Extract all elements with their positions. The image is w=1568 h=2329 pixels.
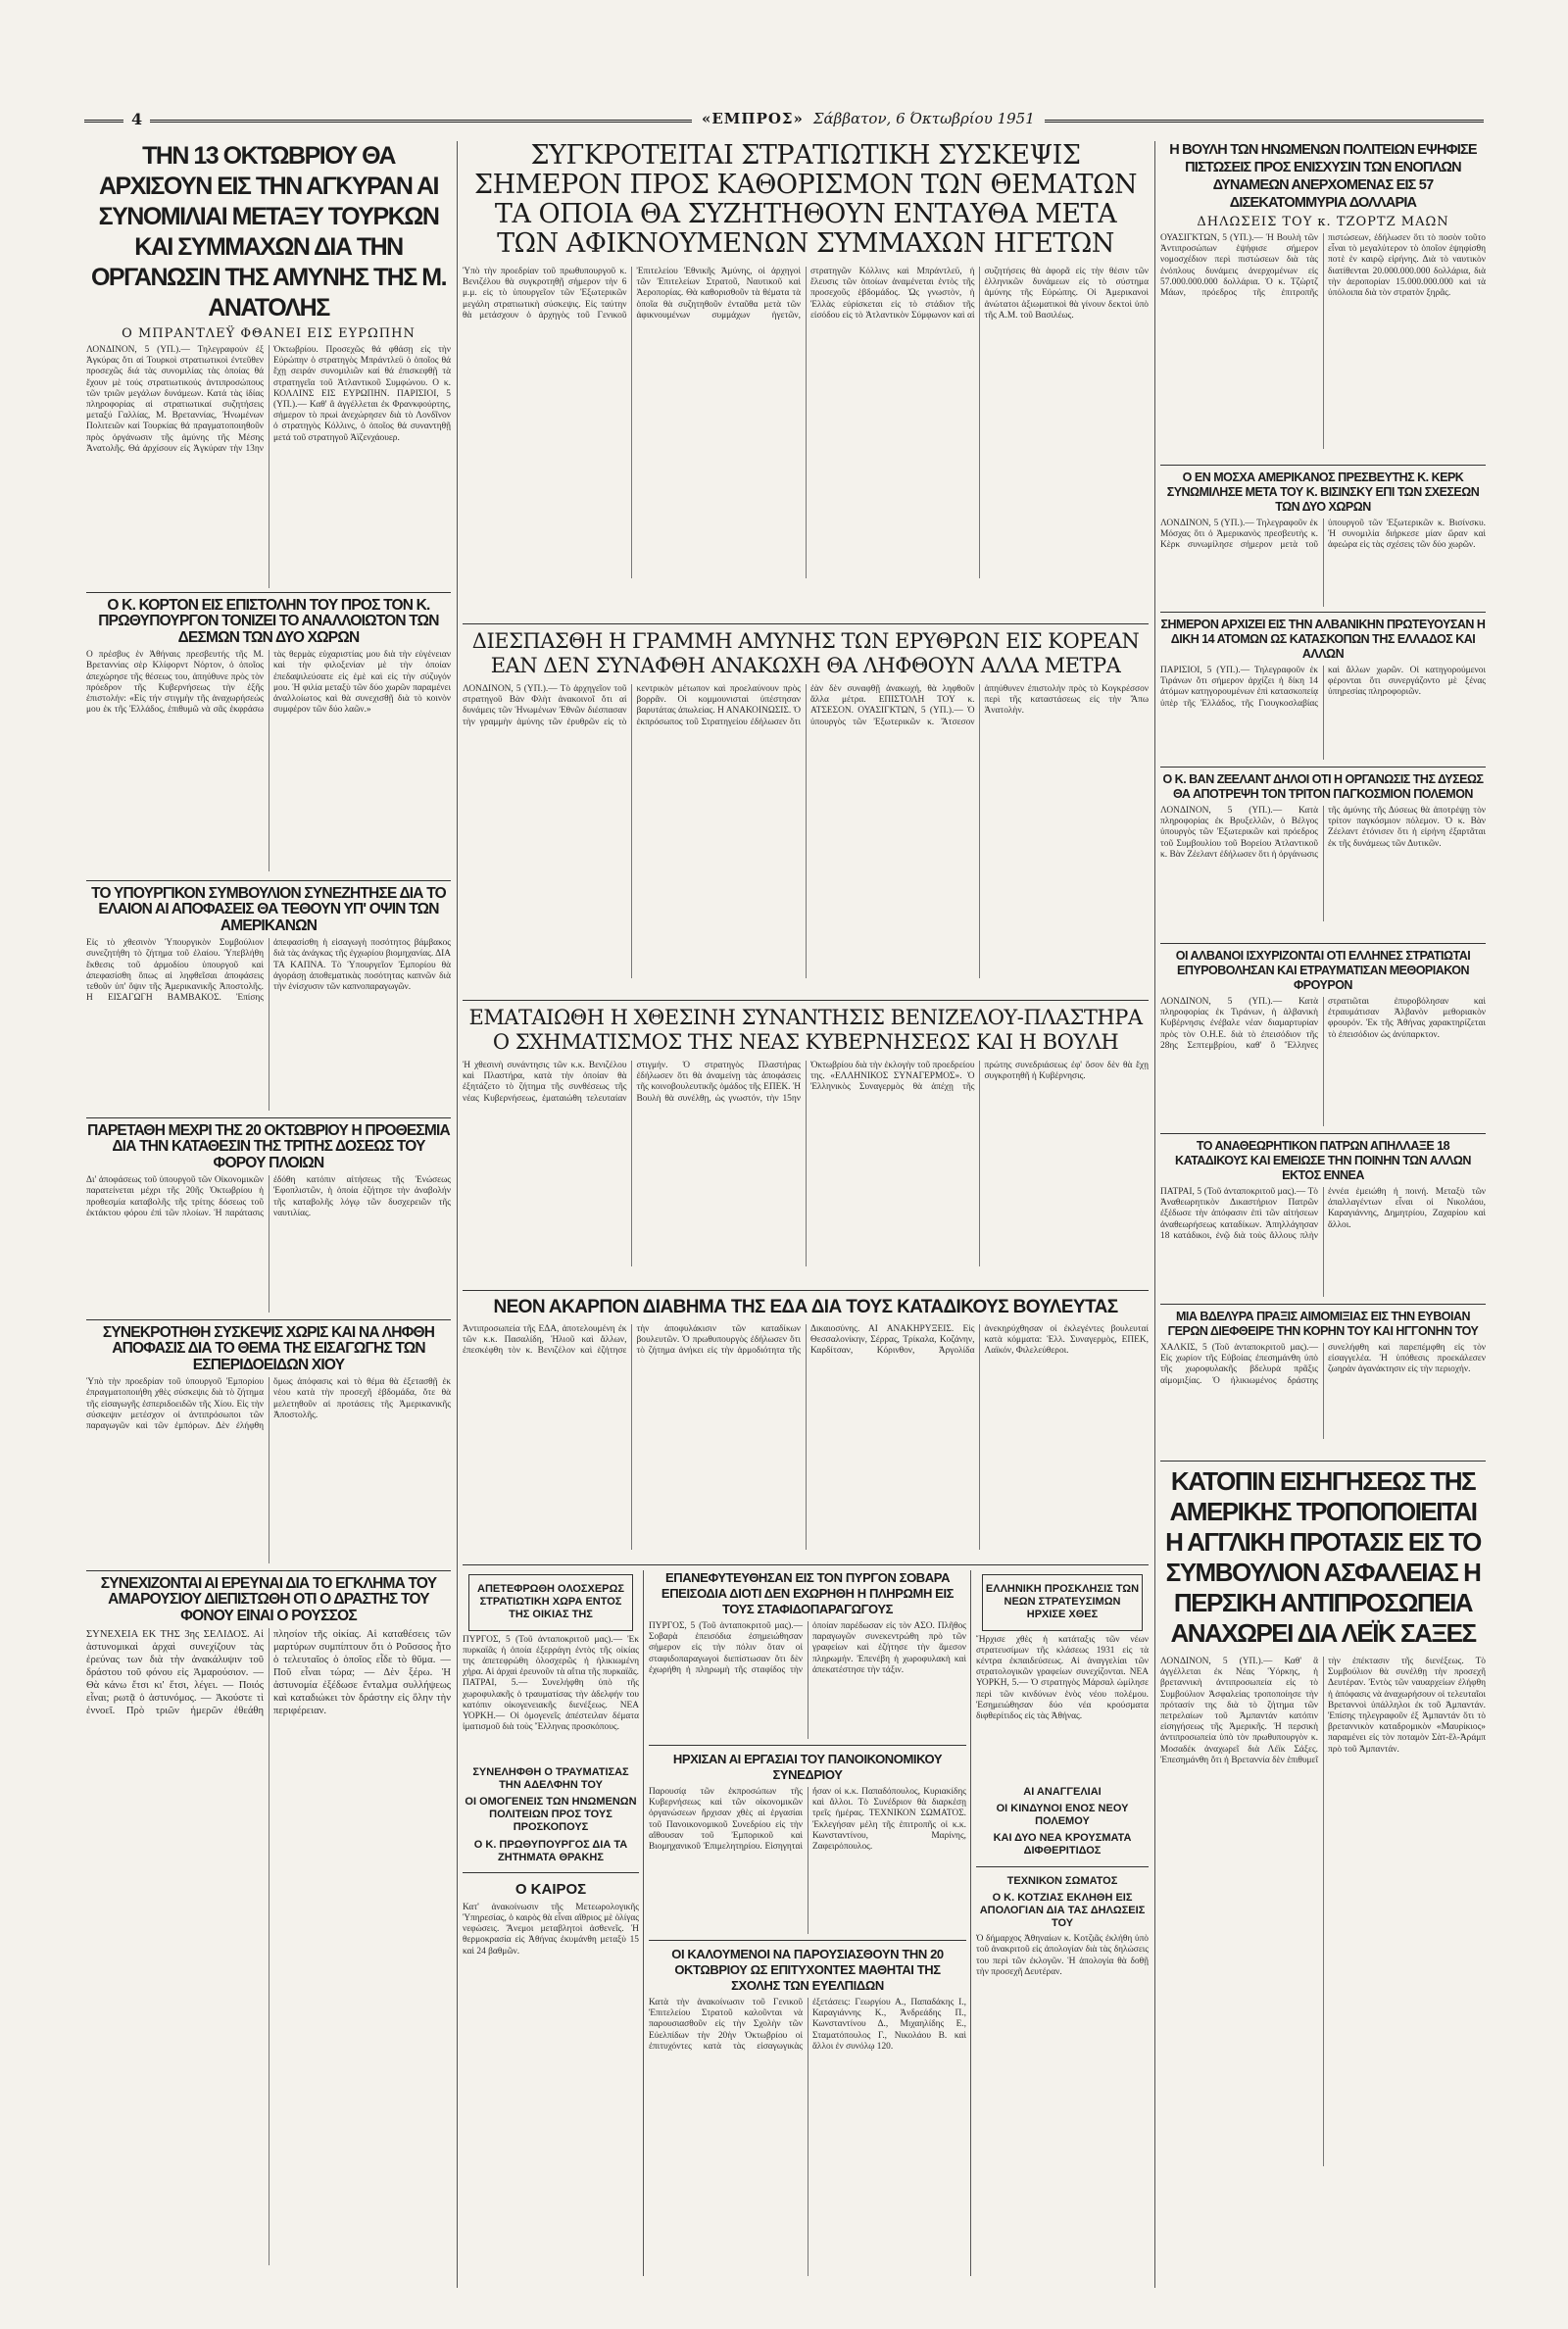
subheadline: Ο Κ. ΠΡΩΘΥΠΟΥΡΓΟΣ ΔΙΑ ΤΑ ΖΗΤΗΜΑΤΑ ΘΡΑΚΗΣ <box>473 1838 628 1863</box>
article-body: Ἀντιπροσωπεία τῆς ΕΔΑ, ἀποτελουμένη ἐκ τῶν κ.κ. Πασαλίδη, Ἠλιοῦ καὶ ἄλλων, ἐπεσκέφθη τὸν κ. Βενιζέλον καὶ ἐζήτησε τὴν ἀποφυλάκισιν τῶν καταδίκων βουλευτῶν. Ὁ πρωθυπουργὸς ἐδήλωσεν ὅτι τὸ ζήτημα ἀνήκει εἰς τὴν ἁρμοδιότητα τῆς Δικαιοσύνης. ΑΙ ΑΝΑΚΗΡΥΞΕΙΣ. Εἰς Θεσσαλονίκην, Σέρρας, Τρίκαλα, Κοζάνην, Καρδίτσαν, Κόρινθον, Ἀργολίδα ἀνεκηρύχθησαν οἱ ἐκλεγέντες βουλευταί κατὰ κόμματα: Ἑλλ. Συναγερμὸς, ΕΠΕΚ, Λαϊκόν, Φιλελεύθεροι. <box>463 1324 1149 1357</box>
headline: ΤΟ ΥΠΟΥΡΓΙΚΟΝ ΣΥΜΒΟΥΛΙΟΝ ΣΥΝΕΖΗΤΗΣΕ ΔΙΑ ΤΟ ΕΛΑΙΟΝ ΑΙ ΑΠΟΦΑΣΕΙΣ ΘΑ ΤΕΘΟΥΝ ΥΠ' ΟΨΙΝ ΤΩΝ ΑΜΕΡΙΚΑΝΩΝ <box>91 886 446 934</box>
article-body: Ὑπὸ τὴν προεδρίαν τοῦ πρωθυπουργοῦ κ. Βενιζέλου θὰ συγκροτηθῇ σήμερον τὴν 6 μ.μ. εἰς τὸ ὑπουργεῖον τῶν Ἐξωτερικῶν μεγάλη στρατιωτικὴ σύσκεψις. Εἰς ταύτην θὰ μετάσχουν ὁ ἀρχηγὸς τοῦ Γενικοῦ Ἐπιτελείου Ἐθνικῆς Ἀμύνης, οἱ ἀρχηγοὶ τῶν Ἐπιτελείων Στρατοῦ, Ναυτικοῦ καὶ Ἀεροπορίας. Θὰ καθορισθοῦν τὰ θέματα τὰ ὁποῖα θὰ συζητηθοῦν ἐνταῦθα μετὰ τῶν ἀφικνουμένων συμμάχων ἡγετῶν, στρατηγῶν Κόλλινς καὶ Μπράντλεϋ, ἡ ἔλευσις τῶν ὁποίων ἀναμένεται ἐντὸς τῆς προσεχοῦς ἑβδομάδος. Ὡς γνωστὸν, ἡ Ἑλλὰς εὑρίσκεται εἰς τὸ στάδιον τῆς εἰσόδου εἰς τὸ Ἀτλαντικὸν Σύμφωνον καὶ αἱ συζητήσεις θὰ ἀφορᾶ εἰς τὴν θέσιν τῶν ἑλληνικῶν δυνάμεων εἰς τὸ σύστημα ἀμύνης τῆς Εὐρώπης. Οἱ Ἀμερικανοὶ ἀνώτατοι ἀξιωματικοὶ θὰ γίνουν δεκτοὶ ὑπὸ τῆς Α.Μ. τοῦ Βασιλέως. <box>463 267 1149 321</box>
headline-box <box>468 1574 633 1631</box>
headline: Ο Κ. ΒΑΝ ΖΕΕΛΑΝΤ ΔΗΛΟΙ ΟΤΙ Η ΟΡΓΑΝΩΣΙΣ ΤΗΣ ΔΥΣΕΩΣ ΘΑ ΑΠΟΤΡΕΨΗ ΤΟΝ ΤΡΙΤΟΝ ΠΑΓΚΟΣΜΙΟΝ ΠΟΛΕΜΟΝ <box>1162 772 1484 801</box>
divider <box>976 1866 1149 1867</box>
masthead-center <box>692 110 1045 127</box>
paper-name: «ΕΜΠΡΟΣ» <box>702 110 804 127</box>
article-body: ΛΟΝΔΙΝΟΝ, 5 (ΥΠ.).— Καθ' ἃ ἀγγέλλεται ἐκ Νέας Ὑόρκης, ἡ βρεταννικὴ ἀντιπροσωπεία εἰς τὸ Συμβούλιον Ἀσφαλείας τροποποίησε τὴν πρότασίν της διὰ τὸ ζήτημα τῶν πετρελαίων τοῦ Ἀμπαντάν κατόπιν εἰσηγήσεως τῆς Ἀμερικῆς. Ἡ περσικὴ ἀντιπροσωπεία ὑπὸ τὸν πρωθυπουργὸν κ. Μοσαδέκ ἀναχωρεῖ διὰ Λέϊκ Σάξες. Ἐπεσημάνθη ὅτι ἡ Βρεταννία δὲν ἐπιθυμεῖ τὴν ἐπέκτασιν τῆς διενέξεως. Τὸ Συμβούλιον θὰ συνέλθῃ τὴν προσεχῆ Δευτέραν. Ἐντὸς τῶν ναυαρχείων ἐλήφθη ἡ ἀπόφασις νὰ ἀναχωρήσουν οἱ τελευταῖοι Βρεταννοὶ ὑπάλληλοι ἐκ τοῦ Ἀμπαντάν. Ἐπίσης τηλεγραφοῦν ἐξ Ἀμπαντάν ὅτι τὸ βρεταννικὸν καταδρομικὸν «Μαυρίκιος» παραμένει εἰς τὸν ποταμὸν Σὰτ-ἒλ-Ἀράμπ πρὸ τοῦ Ἀμπαντάν. <box>1160 1657 1486 1765</box>
divider <box>86 880 451 881</box>
article-citrus-chios <box>86 1325 451 1566</box>
divider <box>1160 767 1486 768</box>
article-body: ΠΥΡΓΟΣ, 5 (Τοῦ ἀνταποκριτοῦ μας).— Σοβαρὰ ἐπεισόδια ἐσημειώθησαν σήμερον εἰς τὴν πόλιν ὅταν οἱ σταφιδοπαραγωγοὶ διεπίστωσαν ὅτι δὲν ἐχωρήθη ἡ πληρωμὴ τῆς σταφίδος τὴν ὁποίαν παρέδωσαν εἰς τὸν ΑΣΟ. Πλῆθος παραγωγῶν συνεκεντρώθη πρὸ τῶν γραφείων καὶ ἐζήτησε τὴν ἄμεσον πληρωμήν. Ἐπενέβη ἡ χωροφυλακὴ καὶ ἀπεκατέστησε τὴν τάξιν. <box>649 1621 966 1675</box>
article-venizelos-plastiras <box>463 1006 1149 1286</box>
headline: ΤΟ ΑΝΑΘΕΩΡΗΤΙΚΟΝ ΠΑΤΡΩΝ ΑΠΗΛΛΑΞΕ 18 ΚΑΤΑΔΙΚΟΥΣ ΚΑΙ ΕΜΕΙΩΣΕ ΤΗΝ ΠΟΙΝΗΝ ΤΩΝ ΑΛΛΩΝ ΕΚΤΟΣ ΕΝΝΕΑ <box>1175 1139 1471 1182</box>
divider <box>463 623 1149 624</box>
article-ankara-talks <box>86 141 451 588</box>
headline: Ο Κ. ΚΟΡΤΟΝ ΕΙΣ ΕΠΙΣΤΟΛΗΝ ΤΟΥ ΠΡΟΣ ΤΟΝ Κ. ΠΡΩΘΥΠΟΥΡΓΟΝ ΤΟΝΙΖΕΙ ΤΟ ΑΝΑΛΛΟΙΩΤΟΝ ΤΩΝ ΔΕΣΜΩΝ ΤΩΝ ΔΥΟ ΧΩΡΩΝ <box>98 598 439 646</box>
headline: ΕΠΑΝΕΦΥΤΕΥΘΗΣΑΝ ΕΙΣ ΤΟΝ ΠΥΡΓΟΝ ΣΟΒΑΡΑ ΕΠΕΙΣΟΔΙΑ ΔΙΟΤΙ ΔΕΝ ΕΧΩΡΗΘΗ Η ΠΛΗΡΩΜΗ ΕΙΣ ΤΟΥΣ ΣΤΑΦΙΔΟΠΑΡΑΓΩΓΟΥΣ <box>661 1570 955 1616</box>
article-body: Ο πρέσβυς ἐν Ἀθήναις πρεσβευτής τῆς Μ. Βρεταννίας σὲρ Κλίφορντ Νόρτον, ὁ ὁποῖος ἀπεχώρησε τῆς θέσεως του, ἀπηύθυνε πρὸς τὸν πρόεδρον τῆς Κυβερνήσεως τὴν ἑξῆς ἐπιστολήν: «Εἰς τήν στιγμὴν τῆς ἀναχωρήσεώς μου ἐκ τῆς Ἑλλάδος, ἐπιθυμῶ νὰ σᾶς ἐκφράσω τὰς θερμὰς εὐχαριστίας μου διὰ τὴν εὐγένειαν καὶ τὴν φιλοξενίαν μὲ τὴν ὁποίαν ἐπεδαψιλεύσατε εἰς ἐμὲ καὶ εἰς τὴν σύζυγόν μου. Ἡ φιλία μεταξὺ τῶν δύο χωρῶν παραμένει ἀναλλοίωτος καὶ θὰ συνεχισθῇ διὰ τὸ κοινὸν συμφέρον τῶν δύο λαῶν.» <box>86 650 451 716</box>
column-rule <box>970 1570 971 2276</box>
article-security-council <box>1160 1466 1486 2280</box>
headline: ΟΙ ΑΛΒΑΝΟΙ ΙΣΧΥΡΙΖΟΝΤΑΙ ΟΤΙ ΕΛΛΗΝΕΣ ΣΤΡΑΤΙΩΤΑΙ ΕΠΥΡΟΒΟΛΗΣΑΝ ΚΑΙ ΕΤΡΑΥΜΑΤΙΣΑΝ ΜΕΘΟΡΙΑΚΟΝ ΦΡΟΥΡΟΝ <box>1175 949 1471 992</box>
headline <box>86 141 451 323</box>
article-body: ΣΥΝΕΧΕΙΑ ΕΚ ΤΗΣ 3ης ΣΕΛΙΔΟΣ. Αἱ ἀστυνομικαὶ ἀρχαὶ συνεχίζουν τὰς ἐρεύνας των διὰ τὴν ἀνακάλυψιν τοῦ δράστου τοῦ φόνου εἰς Ἀμαρούσιον. — Θὰ κάνω ἔτσι κι' ἔτσι, λέγει. — Ποιός εἶναι; ρωτᾷ ὁ ἀστυνόμος. — Ἀκούστε τὶ ἐννοεῖ. Πρὸ τριῶν ἡμερῶν ἐθεάθη πλησίον τῆς οἰκίας. Αἱ καταθέσεις τῶν μαρτύρων συμπίπτουν ὅτι ὁ Ροῦσσος ἦτο ὁ τελευταῖος ὁ ὁποῖος εἶδε τὸ θῦμα. — Ποῦ εἶναι τώρα; — Δὲν ξέρω. Ἡ ἀστυνομία ἐξέδωσε ἔνταλμα συλλήψεως καὶ καταδιώκει τὸν δράστην εἰς ὅλην τὴν περιφέρειαν. <box>86 1629 451 1717</box>
article-albania-trial <box>1160 618 1486 763</box>
article-body: Ὑπὸ τὴν προεδρίαν τοῦ ὑπουργοῦ Ἐμπορίου ἐπραγματοποιήθη χθὲς σύσκεψις διὰ τὸ ζήτημα τῆς εἰσαγωγῆς ἐσπεριδοειδῶν τῆς Χίου. Εἰς τὴν σύσκεψιν μετέσχον οἱ ἀντιπρόσωποι τῶν παραγωγῶν καὶ τῶν ἐμπόρων. Δὲν ἐλήφθη ὅμως ἀπόφασις καὶ τὸ θέμα θὰ ἐξετασθῇ ἐκ νέου κατὰ τὴν προσεχῆ ἑβδομάδα, ὅτε θὰ μελετηθοῦν αἱ προτάσεις τῆς Ἀμερικανικῆς Ἀποστολῆς. <box>86 1377 451 1432</box>
subheadline: ΟΙ ΚΙΝΔΥΝΟΙ ΕΝΟΣ ΝΕΟΥ ΠΟΛΕΜΟΥ <box>996 1802 1129 1827</box>
divider <box>649 1745 966 1746</box>
divider <box>1160 612 1486 613</box>
divider <box>463 1564 1149 1565</box>
headline: ΤΕΧΝΙΚΟΝ ΣΩΜΑΤΟΣ <box>1006 1874 1118 1887</box>
headline: ΣΥΝΕΚΡΟΤΗΘΗ ΣΥΣΚΕΨΙΣ ΧΩΡΙΣ ΚΑΙ ΝΑ ΛΗΦΘΗ ΑΠΟΦΑΣΙΣ ΔΙΑ ΤΟ ΘΕΜΑ ΤΗΣ ΕΙΣΑΓΩΓΗΣ ΤΩΝ ΕΣΠΕΡΙΔΟΕΙΔΩΝ ΧΙΟΥ <box>102 1325 435 1373</box>
article-korea <box>463 629 1149 996</box>
article-pyrgos-fire <box>463 1570 639 2276</box>
page-number: 4 <box>123 110 150 128</box>
headline: ΣΥΝΕΧΙΖΟΝΤΑΙ ΑΙ ΕΡΕΥΝΑΙ ΔΙΑ ΤΟ ΕΓΚΛΗΜΑ ΤΟΥ ΑΜΑΡΟΥΣΙΟΥ ΔΙΕΠΙΣΤΩΘΗ ΟΤΙ Ο ΔΡΑΣΤΗΣ ΤΟΥ ΦΟΝΟΥ ΕΙΝΑΙ Ο ΡΟΥΣΣΟΣ <box>100 1576 437 1624</box>
article-body: ΛΟΝΔΙΝΟΝ, 5 (ΥΠ.).— Τὸ ἀρχηγεῖον τοῦ στρατηγοῦ Βὰν Φλὴτ ἀνακοινοῖ ὅτι αἱ δυνάμεις τῶν Ἡνωμένων Ἐθνῶν διέσπασαν τὴν γραμμὴν ἀμύνης τῶν ἐρυθρῶν εἰς τὸ κεντρικὸν μέτωπον καὶ προελαύνουν πρὸς βορρᾶν. Οἱ κομμουνισταὶ ὑπέστησαν βαρυτάτας ἀπωλείας. Η ΑΝΑΚΟΙΝΩΣΙΣ. Ὁ ἐκπρόσωπος τοῦ Στρατηγείου ἐδήλωσεν ὅτι ἐὰν δὲν συναφθῇ ἀνακωχή, θὰ ληφθοῦν ἄλλα μέτρα. ΕΠΙΣΤΟΛΗ ΤΟΥ κ. ΑΤΣΕΣΟΝ. ΟΥΑΣΙΓΚΤΩΝ, 5 (ΥΠ.).— Ὁ ὑπουργὸς τῶν Ἐξωτερικῶν κ. Ἄτσεσον ἀπηύθυνεν ἐπιστολὴν πρὸς τὸ Κογκρέσσον περὶ τῆς καταστάσεως εἰς τὴν Ἄπω Ἀνατολὴν. <box>463 684 1149 727</box>
divider <box>1160 465 1486 466</box>
subheadline: ΣΥΝΕΛΗΦΘΗ Ο ΤΡΑΥΜΑΤΙΣΑΣ ΤΗΝ ΑΔΕΛΦΗΝ ΤΟΥ <box>472 1765 629 1791</box>
subheadline: Ο Κ. ΚΟΤΖΙΑΣ ΕΚΛΗΘΗ ΕΙΣ ΑΠΟΛΟΓΙΑΝ ΔΙΑ ΤΑΣ ΔΗΛΩΣΕΙΣ ΤΟΥ <box>979 1891 1146 1930</box>
headline-text: ΤΗΝ 13 ΟΚΤΩΒΡΙΟΥ ΘΑ ΑΡΧΙΣΟΥΝ ΕΙΣ ΤΗΝ ΑΓΚΥΡΑΝ ΑΙ ΣΥΝΟΜΙΛΙΑΙ ΜΕΤΑΞΥ ΤΟΥΡΚΩΝ ΚΑΙ ΣΥΜΜΑΧΩΝ ΔΙΑ ΤΗΝ ΟΡΓΑΝΩΣΙΝ ΤΗΣ ΑΜΥΝΗΣ ΤΗΣ Μ. ΑΝΑΤΟΛΗΣ <box>90 142 447 322</box>
headline: ΜΙΑ ΒΔΕΛΥΡΑ ΠΡΑΞΙΣ ΑΙΜΟΜΙΞΙΑΣ ΕΙΣ ΤΗΝ ΕΥΒΟΙΑΝ ΓΕΡΩΝ ΔΙΕΦΘΕΙΡΕ ΤΗΝ ΚΟΡΗΝ ΤΟΥ ΚΑΙ ΗΓΓΟΝΗΝ ΤΟΥ <box>1167 1310 1479 1338</box>
divider <box>1160 1304 1486 1305</box>
subheadline: ΚΑΙ ΔΥΟ ΝΕΑ ΚΡΟΥΣΜΑΤΑ ΔΙΦΘΕΡΙΤΙΔΟΣ <box>993 1832 1132 1858</box>
issue-date: Σάββατον, 6 Όκτωβρίου 1951 <box>812 110 1035 127</box>
divider <box>1160 943 1486 944</box>
article-kirk-vyshinsky <box>1160 471 1486 608</box>
article-body: ΛΟΝΔΙΝΟΝ, 5 (ΥΠ.).— Κατὰ πληροφορίας ἐκ Τιράνων, ἡ ἀλβανικὴ Κυβέρνησις ἐνέβαλε νέαν διαμαρτυρίαν πρὸς τὸν Ο.Η.Ε. διὰ τὸ ἐπεισόδιον τῆς 28ης Σεπτεμβρίου, καθ' ὃ Ἕλληνες στρατιῶται ἐπυροβόλησαν καὶ ἐτραυμάτισαν Ἀλβανὸν μεθοριακὸν φρουρόν. Ἐκ τῆς Ἀθήνας χαρακτηρίζεται τὸ ἐπεισόδιον ὡς ἀνύπαρκτον. <box>1160 997 1486 1051</box>
headline: ΕΛΛΗΝΙΚΗ ΠΡΟΣΚΛΗΣΙΣ ΤΩΝ ΝΕΩΝ ΣΤΡΑΤΕΥΣΙΜΩΝ ΗΡΧΙΣΕ ΧΘΕΣ <box>985 1583 1140 1621</box>
headline: ΑΠΕΤΕΦΡΩΘΗ ΟΛΟΣΧΕΡΩΣ ΣΤΡΑΤΙΩΤΙΚΗ ΧΩΡΑ ΕΝΤΟΣ ΤΗΣ ΟΙΚΙΑΣ ΤΗΣ <box>477 1583 624 1621</box>
article-van-zeeland <box>1160 772 1486 939</box>
divider <box>86 1319 451 1320</box>
article-body: ΠΥΡΓΟΣ, 5 (Τοῦ ἀνταποκριτοῦ μας).— Ἐκ πυρκαϊᾶς ἡ ὁποία ἐξερράγη ἐντὸς τῆς οἰκίας της ἀπετεφρώθη ὁλοσχερῶς ἡ ἡλικιωμένη χήρα. Αἱ ἀρχαὶ ἐρευνοῦν τὰ αἴτια τῆς πυρκαϊᾶς. ΠΑΤΡΑΙ, 5.— Συνελήφθη ὑπὸ τῆς χωροφυλακῆς ὁ τραυματίσας τὴν ἀδελφήν του κατόπιν οἰκογενειακῆς διενέξεως. ΝΕΑ ΥΟΡΚΗ.— Οἱ ὁμογενεῖς ἀπέστειλαν δέματα ἱματισμοῦ διὰ τοὺς Ἕλληνας προσκόπους. <box>463 1634 639 1733</box>
article-ship-tax <box>86 1123 451 1315</box>
divider <box>86 1117 451 1118</box>
article-body: ΛΟΝΔΙΝΟΝ, 5 (ΥΠ.).— Κατὰ πληροφορίας ἐκ Βρυξελλῶν, ὁ Βέλγος ὑπουργὸς τῶν Ἐξωτερικῶν καὶ πρόεδρος τοῦ Συμβουλίου τοῦ Βορείου Ἀτλαντικοῦ κ. Βὰν Ζέελαντ ἐδήλωσεν ὅτι ἡ ὀργάνωσις τῆς ἀμύνης τῆς Δύσεως θὰ ἀποτρέψῃ τὸν τρίτον παγκόσμιον πόλεμον. Ὁ κ. Βὰν Ζέελαντ ἐτόνισεν ὅτι ἡ εἰρήνη ἐξαρτᾶται ἐκ τῆς δυνάμεως τῶν Δυτικῶν. <box>1160 806 1486 860</box>
column-rule <box>457 141 458 2288</box>
headline: ΚΑΤΟΠΙΝ ΕΙΣΗΓΗΣΕΩΣ ΤΗΣ ΑΜΕΡΙΚΗΣ ΤΡΟΠΟΠΟΙΕΙΤΑΙ Η ΑΓΓΛΙΚΗ ΠΡΟΤΑΣΙΣ ΕΙΣ ΤΟ ΣΥΜΒΟΥΛΙΟΝ ΑΣΦΑΛΕΙΑΣ Η ΠΕΡΣΙΚΗ ΑΝΤΙΠΡΟΣΩΠΕΙΑ ΑΝΑΧΩΡΕΙ ΔΙΑ ΛΕΪΚ ΣΑΞΕΣ <box>1165 1466 1481 1648</box>
divider <box>1160 1133 1486 1134</box>
article-body: ΧΑΛΚΙΣ, 5 (Τοῦ ἀνταποκριτοῦ μας).— Εἰς χωρίον τῆς Εὐβοίας ἐπεσημάνθη ὑπὸ τῆς χωροφυλακῆς βδελυρὰ πρᾶξις αἱμομιξίας. Ὁ ἡλικιωμένος δράστης συνελήφθη καὶ παρεπέμφθη εἰς τὸν εἰσαγγελέα. Ἡ ὑπόθεσις προεκάλεσεν ζωηρὰν ἀγανάκτησιν εἰς τὴν περιοχήν. <box>1160 1343 1486 1386</box>
subheadline: ΑΙ ΑΝΑΓΓΕΛΙΑΙ <box>1023 1785 1102 1798</box>
divider <box>1160 1461 1486 1462</box>
weather-body: Κατ' ἀνακοίνωσιν τῆς Μετεωρολογικῆς Ὑπηρεσίας, ὁ καιρὸς θὰ εἶναι αἴθριος μὲ ὀλίγας νεφώσεις. Ἄνεμοι μεταβλητοὶ ἀσθενεῖς. Ἡ θερμοκρασία εἰς Ἀθήνας ἐκυμάνθη μεταξὺ 15 καὶ 24 βαθμῶν. <box>463 1902 639 1957</box>
subhead: ΔΗΛΩΣΕΙΣ ΤΟΥ κ. ΤΖΟΡΤΖ ΜΑΩΝ <box>1197 215 1449 229</box>
article-conscripts <box>976 1570 1149 2276</box>
article-albanian-claims <box>1160 949 1486 1129</box>
headline: Η ΒΟΥΛΗ ΤΩΝ ΗΝΩΜΕΝΩΝ ΠΟΛΙΤΕΙΩΝ ΕΨΗΦΙΣΕ ΠΙΣΤΩΣΕΙΣ ΠΡΟΣ ΕΝΙΣΧΥΣΙΝ ΤΩΝ ΕΝΟΠΛΩΝ ΔΥΝΑΜΕΩΝ ΑΝΕΡΧΟΜΕΝΑΣ ΕΙΣ 57 ΔΙΣΕΚΑΤΟΜΜΥΡΙΑ ΔΟΛΛΑΡΙΑ <box>1169 142 1477 211</box>
article-body: Παρουσίᾳ τῶν ἐκπροσώπων τῆς Κυβερνήσεως καὶ τῶν οἰκονομικῶν ὀργανώσεων ἤρχισαν χθὲς αἱ ἐργασίαι τοῦ Πανοικονομικοῦ Συνεδρίου εἰς τὴν αἴθουσαν τοῦ Ἐμπορικοῦ καὶ Βιομηχανικοῦ Ἐπιμελητηρίου. Εἰσηγηταὶ ἦσαν οἱ κ.κ. Παπαδόπουλος, Κυριακίδης καὶ ἄλλοι. Τὸ Συνέδριον θὰ διαρκέσῃ τρεῖς ἡμέρας. ΤΕΧΝΙΚΟΝ ΣΩΜΑΤΟΣ. Ἐκλεγήσαν μέλη τῆς ἐπιτροπῆς οἱ κ.κ. Κωνσταντίνου, Μαρίνης, Ζαφειρόπουλος. <box>649 1787 966 1853</box>
article-body: Ἡ χθεσινὴ συνάντησις τῶν κ.κ. Βενιζέλου καὶ Πλαστήρα, κατὰ τὴν ὁποίαν θὰ ἐξητάζετο τὸ ζήτημα τῆς συνθέσεως τῆς νέας Κυβερνήσεως, ἐματαιώθη τελευταίαν στιγμήν. Ὁ στρατηγὸς Πλαστήρας ἐδήλωσεν ὅτι θὰ ἀναμείνῃ τὰς ἀποφάσεις τῆς κοινοβουλευτικῆς ὁμάδος τῆς ΕΠΕΚ. Ἡ Βουλὴ θὰ συνέλθῃ, ὡς γνωστόν, τὴν 15ην Ὀκτωβρίου διὰ τὴν ἐκλογὴν τοῦ προεδρείου της. «ΕΛΛΗΝΙΚΟΣ ΣΥΝΑΓΕΡΜΟΣ». Ὁ Ἑλληνικὸς Συναγερμὸς θὰ ἀπέχῃ τῆς πρώτης συνεδριάσεως ἐφ' ὅσον δὲν θὰ ἔχῃ συγκροτηθῆ ἡ Κυβέρνησις. <box>463 1061 1149 1104</box>
article-patras-review <box>1160 1139 1486 1300</box>
headline: ΗΡΧΙΣΑΝ ΑΙ ΕΡΓΑΣΙΑΙ ΤΟΥ ΠΑΝΟΙΚΟΝΟΜΙΚΟΥ ΣΥΝΕΔΡΙΟΥ <box>672 1752 943 1782</box>
article-eda-petition <box>463 1296 1149 1561</box>
article-body: Εἰς τὸ χθεσινὸν Ὑπουργικὸν Συμβούλιον συνεζητήθη τὸ ζήτημα τοῦ ἐλαίου. Ὑπεβλήθη ἔκθεσις τοῦ ἁρμοδίου ὑπουργοῦ καὶ ἀπεφασίσθη ὅπως αἱ ληφθεῖσαι ἀποφάσεις τεθοῦν ὑπ' ὄψιν τῆς Ἀμερικανικῆς Ἀποστολῆς. Η ΕΙΣΑΓΩΓΗ ΒΑΜΒΑΚΟΣ. Ἐπίσης ἀπεφασίσθη ἡ εἰσαγωγὴ ποσότητος βάμβακος διὰ τὰς ἀνάγκας τῆς ἐγχωρίου βιομηχανίας. ΔΙΑ ΤΑ ΚΑΠΝΑ. Τὸ Ὑπουργεῖον Ἐμπορίου θὰ ἀγοράσῃ ἀποθεματικὰς ποσότητας καπνῶν διὰ τὴν ἐνίσχυσιν τῶν καπνοπαραγωγῶν. <box>86 938 451 1004</box>
article-pyrgos-raisins <box>649 1570 966 2276</box>
subhead: Ο ΜΠΡΑΝΤΛΕΫ ΦΘΑΝΕΙ ΕΙΣ ΕΥΡΩΠΗΝ <box>122 326 416 341</box>
article-body: Δι' ἀποφάσεως τοῦ ὑπουργοῦ τῶν Οἰκονομικῶν παρατείνεται μέχρι τῆς 20ῆς Ὀκτωβρίου ἡ προθεσμία καταβολῆς τῆς τρίτης δόσεως τοῦ ἐκτάκτου φόρου ἐπὶ τῶν πλοίων. Ἡ παράτασις ἐδόθη κατόπιν αἰτήσεως τῆς Ἑνώσεως Ἐφοπλιστῶν, ἡ ὁποία ἐζήτησε τὴν ἀναβολήν τῆς καταβολῆς λόγῳ τῶν δυσχερειῶν τῆς ναυτιλίας. <box>86 1175 451 1218</box>
column-rule <box>643 1570 644 2276</box>
weather-headline: Ο ΚΑΙΡΟΣ <box>514 1880 587 1898</box>
article-body: ΛΟΝΔΙΝΟΝ, 5 (ΥΠ.).— Τηλεγραφούν ἐξ Ἀγκύρας ὅτι αἱ Τουρκοὶ στρατιωτικοὶ ἐντεῦθεν προσεχῶς διά τὰς συνομιλίας τὰς ὁποίας θά ἔχουν μὲ τούς στρατιωτικούς ἀντιπροσώπους τῶν τριῶν μεγάλων δυνάμεων. Κατά τὰς ἰδίας πληροφορίας αἱ στρατιωτικαί συζητήσεις μεταξύ Γαλλίας, Μ. Βρεταννίας, Ἡνωμένων Πολιτειῶν καί Τουρκίας θά πραγματοποιηθοῦν πρὸς ὀργάνωσιν τῆς ἀμύνης τῆς Μέσης Ἀνατολῆς. Θά ἀρχίσουν εἰς Ἀγκύραν τὴν 13ην Ὀκτωβρίου. Προσεχῶς θά φθάσῃ εἰς τὴν Εὐρώπην ὁ στρατηγὸς Μπράντλεϋ ὁ ὁποῖος θά ἔχῃ σειράν συνομιλιῶν καί θά ἐπισκεφθῇ τὰ στρατηγεῖα τοῦ Ἀτλαντικοῦ Συμφώνου. Ο κ. ΚΟΛΛΙΝΣ ΕΙΣ ΕΥΡΩΠΗΝ. ΠΑΡΙΣΙΟΙ, 5 (ΥΠ.).— Καθ' ἃ ἀγγέλλεται ἐκ Φρανκφούρτης, σήμερον τὸ πρωὶ ἀνεχώρησεν διὰ τὸ Λονδῖνον ὁ στρατηγὸς Κόλλινς, ὁ ὁποῖος θά συναντηθῇ μετά τοῦ στρατηγοῦ Ἀϊζενχάουερ. <box>86 345 451 454</box>
article-body: ΠΑΡΙΣΙΟΙ, 5 (ΥΠ.).— Τηλεγραφοῦν ἐκ Τιράνων ὅτι σήμερον ἀρχίζει ἡ δίκη 14 ἀτόμων κατηγορουμένων ἐπὶ κατασκοπείᾳ ὑπὲρ τῆς Ἑλλάδος, τῆς Γιουγκοσλαβίας καὶ ἄλλων χωρῶν. Οἱ κατηγορούμενοι φέρονται ὅτι συνεργάζοντο μὲ ξένας ὑπηρεσίας πληροφοριῶν. <box>1160 666 1486 709</box>
article-body: Κατὰ τὴν ἀνακοίνωσιν τοῦ Γενικοῦ Ἐπιτελείου Στρατοῦ καλοῦνται νὰ παρουσιασθοῦν εἰς τὴν Σχολὴν τῶν Εὐελπίδων τὴν 20ὴν Ὀκτωβρίου οἱ ἐπιτυχόντες κατὰ τὰς εἰσαγωγικὰς ἐξετάσεις: Γεωργίου Α., Παπαδάκης Ι., Καραγιάννης Κ., Ἀνδρεάδης Π., Κωνσταντίνου Δ., Μιχαηλίδης Ε., Σταματόπουλος Γ., Νικολάου Β. καὶ ἄλλοι ἐν συνόλῳ 120. <box>649 1998 966 2052</box>
article-body: Ὁ δήμαρχος Ἀθηναίων κ. Κοτζιᾶς ἐκλήθη ὑπὸ τοῦ ἀνακριτοῦ εἰς ἀπολογίαν διὰ τὰς δηλώσεις του περὶ τῶν ἐκλογῶν. Ἡ ἀπολογία θὰ δοθῇ τὴν προσεχῆ Δευτέραν. <box>976 1934 1149 1977</box>
headline: Ο ΕΝ ΜΟΣΧΑ ΑΜΕΡΙΚΑΝΟΣ ΠΡΕΣΒΕΥΤΗΣ Κ. ΚΕΡΚ ΣΥΝΩΜΙΛΗΣΕ ΜΕΤΑ ΤΟΥ Κ. ΒΙΣΙΝΣΚΥ ΕΠΙ ΤΩΝ ΣΧΕΣΕΩΝ ΤΩΝ ΔΥΟ ΧΩΡΩΝ <box>1166 471 1480 514</box>
article-body: Ἤρχισε χθὲς ἡ κατάταξις τῶν νέων στρατευσίμων τῆς κλάσεως 1931 εἰς τὰ κέντρα ἐκπαιδεύσεως. Αἱ ἀναγγελίαι τῶν στρατολογικῶν γραφείων συνεχίζονται. ΝΕΑ ΥΟΡΚΗ, 5.— Ὁ στρατηγὸς Μάρσαλ ὡμίλησε περὶ τῶν κινδύνων ἑνὸς νέου πολέμου. Ἐσημειώθησαν δύο νέα κρούσματα διφθερίτιδος εἰς τὰς Ἀθήνας. <box>976 1634 1149 1721</box>
headline: ΠΑΡΕΤΑΘΗ ΜΕΧΡΙ ΤΗΣ 20 ΟΚΤΩΒΡΙΟΥ Η ΠΡΟΘΕΣΜΙΑ ΔΙΑ ΤΗΝ ΚΑΤΑΘΕΣΙΝ ΤΗΣ ΤΡΙΤΗΣ ΔΟΣΕΩΣ ΤΟΥ ΦΟΡΟΥ ΠΛΟΙΩΝ <box>87 1123 450 1171</box>
headline: ΔΙΕΣΠΑΣΘΗ Η ΓΡΑΜΜΗ ΑΜΥΝΗΣ ΤΩΝ ΕΡΥΘΡΩΝ ΕΙΣ ΚΟΡΕΑΝ ΕΑΝ ΔΕΝ ΣΥΝΑΦΘΗ ΑΝΑΚΩΧΗ ΘΑ ΛΗΦΘΟΥΝ ΑΛΛΑ ΜΕΤΡΑ <box>471 629 1140 677</box>
headline: ΕΜΑΤΑΙΩΘΗ Η ΧΘΕΣΙΝΗ ΣΥΝΑΝΤΗΣΙΣ ΒΕΝΙΖΕΛΟΥ-ΠΛΑΣΤΗΡΑ Ο ΣΧΗΜΑΤΙΣΜΟΣ ΤΗΣ ΝΕΑΣ ΚΥΒΕΡΝΗΣΕΩΣ ΚΑΙ Η ΒΟΥΛΗ <box>468 1006 1143 1054</box>
article-euboea-crime <box>1160 1310 1486 1457</box>
masthead <box>84 110 1484 131</box>
article-military-conference <box>463 141 1149 619</box>
divider <box>463 1872 639 1873</box>
headline: ΣΥΓΚΡΟΤΕΙΤΑΙ ΣΤΡΑΤΙΩΤΙΚΗ ΣΥΣΚΕΨΙΣ ΣΗΜΕΡΟΝ ΠΡΟΣ ΚΑΘΟΡΙΣΜΟΝ ΤΩΝ ΘΕΜΑΤΩΝ ΤΑ ΟΠΟΙΑ ΘΑ ΣΥΖΗΤΗΘΟΥΝ ΕΝΤΑΥΘΑ ΜΕΤΑ ΤΩΝ ΑΦΙΚΝΟΥΜΕΝΩΝ ΣΥΜΜΑΧΩΝ ΗΓΕΤΩΝ <box>474 141 1137 259</box>
headline-box <box>982 1574 1143 1631</box>
article-body: ΛΟΝΔΙΝΟΝ, 5 (ΥΠ.).— Τηλεγραφοῦν ἐκ Μόσχας ὅτι ὁ Ἀμερικανὸς πρεσβευτὴς κ. Κὲρκ συνωμίλησε σήμερον μετὰ τοῦ ὑπουργοῦ τῶν Ἐξωτερικῶν κ. Βισίνσκυ. Ἡ συνομιλία διήρκεσε μίαν ὥραν καὶ ἀφεώρα εἰς τὰς σχέσεις τῶν δύο χωρῶν. <box>1160 519 1486 551</box>
column-rule <box>1154 141 1155 2288</box>
divider <box>463 1290 1149 1291</box>
headline: ΝΕΟΝ ΑΚΑΡΠΟΝ ΔΙΑΒΗΜΑ ΤΗΣ ΕΔΑ ΔΙΑ ΤΟΥΣ ΚΑΤΑΔΙΚΟΥΣ ΒΟΥΛΕΥΤΑΣ <box>493 1297 1118 1317</box>
article-us-appropriations <box>1160 141 1486 461</box>
divider <box>463 1000 1149 1001</box>
article-olive-oil <box>86 886 451 1114</box>
headline: ΣΗΜΕΡΟΝ ΑΡΧΙΖΕΙ ΕΙΣ ΤΗΝ ΑΛΒΑΝΙΚΗΝ ΠΡΩΤΕΥΟΥΣΑΝ Η ΔΙΚΗ 14 ΑΤΟΜΩΝ ΩΣ ΚΑΤΑΣΚΟΠΩΝ ΤΗΣ ΕΛΛΑΔΟΣ ΚΑΙ ΑΛΛΩΝ <box>1160 618 1486 661</box>
article-amaroussion-crime <box>86 1576 451 2278</box>
article-body: ΟΥΑΣΙΓΚΤΩΝ, 5 (ΥΠ.).— Ἡ Βουλὴ τῶν Ἀντιπροσώπων ἐψήφισε σήμερον νομοσχέδιον περὶ πιστώσεων διὰ τὰς ἐνόπλους δυνάμεις ἀνερχομένων εἰς 57.000.000.000 δολλάρια. Ὁ κ. Τζὼρτζ Μάων, πρόεδρος τῆς ἐπιτροπῆς πιστώσεων, ἐδήλωσεν ὅτι τὸ ποσὸν τοῦτο εἶναι τὸ μεγαλύτερον τὸ ὁποῖον ἐψηφίσθη ποτὲ ἐν καιρῷ εἰρήνης. Διὰ τὸ ναυτικὸν διατίθενται 20.000.000.000 δολλάρια, διὰ τὴν ἀεροπορίαν 15.000.000.000 καὶ τὰ ὑπόλοιπα διὰ τὸν στρατὸν ξηρᾶς. <box>1160 233 1486 299</box>
article-norton-letter <box>86 598 451 876</box>
article-body: ΠΑΤΡΑΙ, 5 (Τοῦ ἀνταποκριτοῦ μας).— Τὸ Ἀναθεωρητικὸν Δικαστήριον Πατρῶν ἐξέδωσε τὴν ἀπόφασιν ἐπὶ τῶν αἰτήσεων ἀναθεωρήσεως καταδίκων. Ἀπηλλάγησαν 18 κατάδικοι, ἐνῷ διὰ τοὺς ἄλλους πλὴν ἐννέα ἐμειώθη ἡ ποινή. Μεταξὺ τῶν ἀπαλλαγέντων εἶναι οἱ Νικολάου, Καραγιάννης, Δημητρίου, Ζαχαρίου καὶ ἄλλοι. <box>1160 1187 1486 1241</box>
subheadline: ΟΙ ΟΜΟΓΕΝΕΙΣ ΤΩΝ ΗΝΩΜΕΝΩΝ ΠΟΛΙΤΕΙΩΝ ΠΡΟΣ ΤΟΥΣ ΠΡΟΣΚΟΠΟΥΣ <box>465 1795 637 1834</box>
headline: ΟΙ ΚΑΛΟΥΜΕΝΟΙ ΝΑ ΠΑΡΟΥΣΙΑΣΘΟΥΝ ΤΗΝ 20 ΟΚΤΩΒΡΙΟΥ ΩΣ ΕΠΙΤΥΧΟΝΤΕΣ ΜΑΘΗΤΑΙ ΤΗΣ ΣΧΟΛΗΣ ΤΩΝ ΕΥΕΛΠΙΔΩΝ <box>671 1947 944 1993</box>
divider <box>86 1570 451 1571</box>
divider <box>649 1940 966 1941</box>
divider <box>86 592 451 593</box>
